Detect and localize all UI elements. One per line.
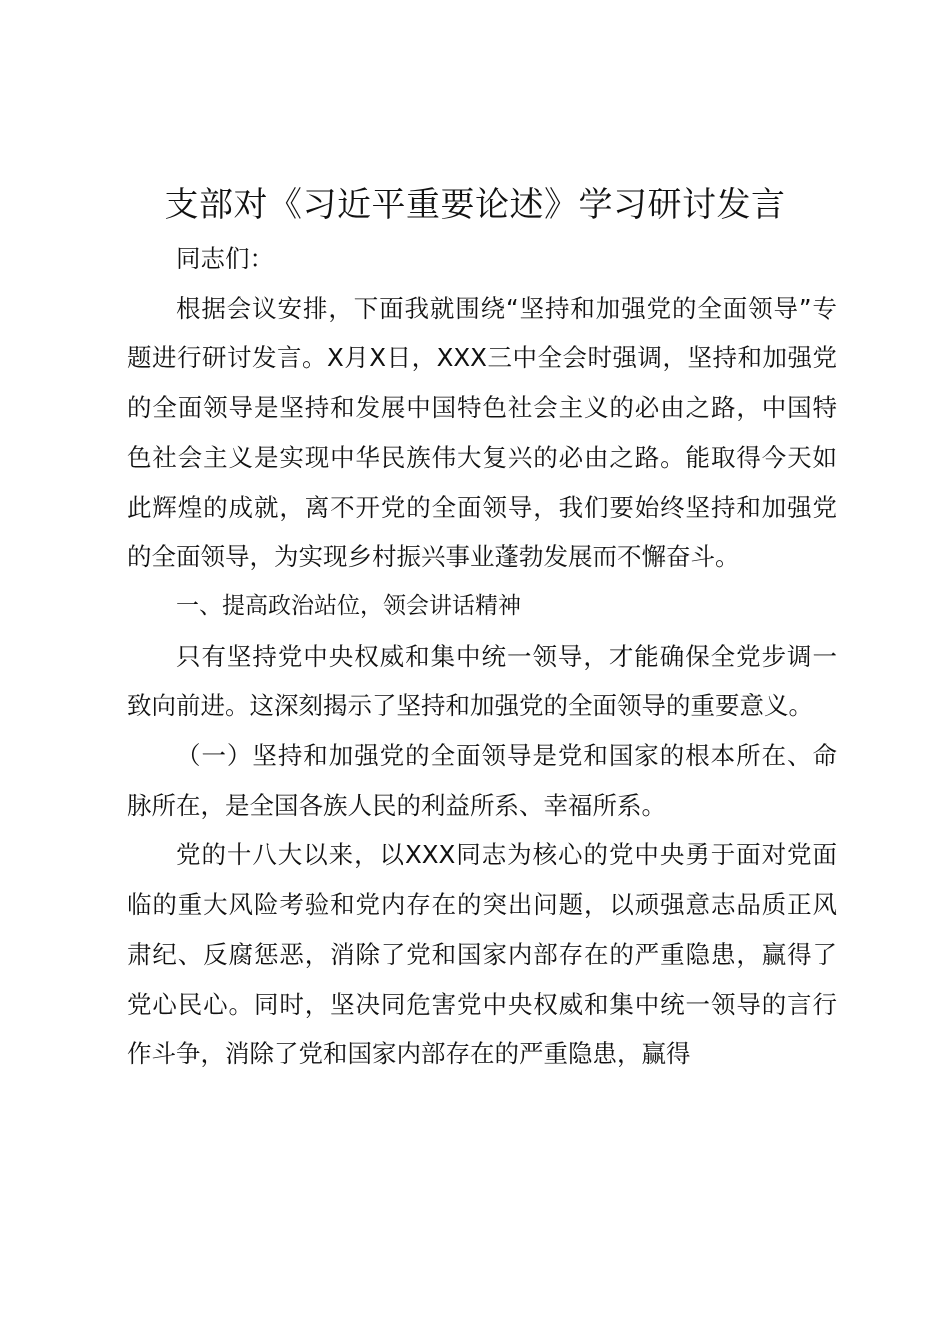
document-body <box>127 234 837 1079</box>
paragraph-intro: 根据会议安排，下面我就围绕“坚持和加强党的全面领导”专题进行研讨发言。X月X日，XXX三中全会时强调，坚持和加强党的全面领导是坚持和发展中国特色社会主义的必由之路，中国特色社会主义是实现中华民族伟大复兴的必由之路。能取得今天如此辉煌的成就，离不开党的全面领导，我们要始终坚持和加强党的全面领导，为实现乡村振兴事业蓬勃发展而不懈奋斗。 <box>127 293 837 572</box>
paragraph-subsection-1: 党的十八大以来，以XXX同志为核心的党中央勇于面对党面临的重大风险考验和党内存在的突出问题，以顽强意志品质正风肃纪、反腐惩恶，消除了党和国家内部存在的严重隐患，赢得了党心民心。同时，坚决同危害党中央权威和集中统一领导的言行作斗争，消除了党和国家内部存在的严重隐患，赢得 <box>127 840 837 1069</box>
salutation: 同志们： <box>176 244 274 273</box>
section-heading-1: 一、提高政治站位，领会讲话精神 <box>176 592 521 619</box>
subsection-heading-1: （一）坚持和加强党的全面领导是党和国家的根本所在、命脉所在，是全国各族人民的利益所系、幸福所系。 <box>127 741 837 820</box>
document-title: 支部对《习近平重要论述》学习研讨发言 <box>164 185 786 225</box>
paragraph-section-1: 只有坚持党中央权威和集中统一领导，才能确保全党步调一致向前进。这深刻揭示了坚持和加强党的全面领导的重要意义。 <box>127 641 837 721</box>
